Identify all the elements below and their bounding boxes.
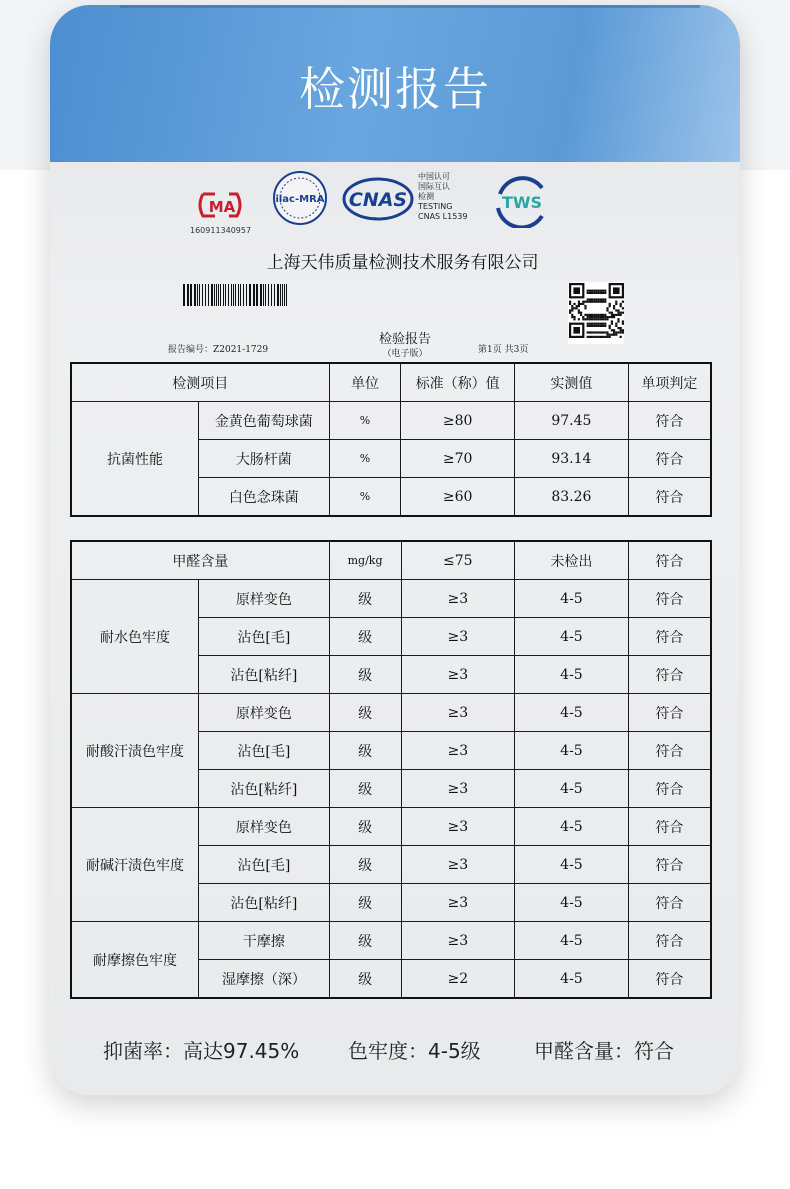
standard-cell: ≥80 xyxy=(401,402,515,440)
header-cell: 单位 xyxy=(329,363,401,402)
item-cell: 白色念珠菌 xyxy=(199,478,330,517)
item-cell: 金黄色葡萄球菌 xyxy=(199,402,330,440)
result-cell: 符合 xyxy=(628,732,711,770)
standard-cell: ≥70 xyxy=(401,440,515,478)
result-cell: 符合 xyxy=(628,580,711,618)
group-cell: 抗菌性能 xyxy=(71,402,199,517)
table-row xyxy=(71,922,711,960)
measured-cell: 4-5 xyxy=(515,618,629,656)
unit-cell: 级 xyxy=(329,770,401,808)
result-cell: 符合 xyxy=(628,770,711,808)
summary-antibacterial: 抑菌率：高达97.45% xyxy=(103,1039,300,1063)
result-cell: 符合 xyxy=(628,846,711,884)
standard-cell: ≥3 xyxy=(401,846,515,884)
item-cell: 原样变色 xyxy=(199,694,330,732)
unit-cell: 级 xyxy=(329,884,401,922)
result-cell: 符合 xyxy=(628,541,711,580)
item-cell: 沾色[毛] xyxy=(199,846,330,884)
unit-cell: % xyxy=(329,440,401,478)
measured-cell: 4-5 xyxy=(515,656,629,694)
result-cell: 符合 xyxy=(628,478,711,517)
item-cell: 沾色[毛] xyxy=(199,618,330,656)
result-cell: 符合 xyxy=(628,694,711,732)
result-cell: 符合 xyxy=(628,402,711,440)
table-row xyxy=(71,694,711,732)
measured-cell: 4-5 xyxy=(515,580,629,618)
unit-cell: 级 xyxy=(329,922,401,960)
header-cell: 实测值 xyxy=(515,363,629,402)
unit-cell: 级 xyxy=(329,846,401,884)
header-shine xyxy=(120,5,700,8)
standard-cell: ≥3 xyxy=(401,656,515,694)
cnas-logo-text: CNAS xyxy=(348,189,408,211)
result-cell: 符合 xyxy=(628,656,711,694)
unit-cell: 级 xyxy=(329,694,401,732)
group-cell: 耐摩擦色牢度 xyxy=(71,922,199,999)
standard-cell: ≥3 xyxy=(401,922,515,960)
unit-cell: 级 xyxy=(329,732,401,770)
item-cell: 沾色[粘纤] xyxy=(199,770,330,808)
measured-cell: 4-5 xyxy=(515,770,629,808)
result-cell: 符合 xyxy=(628,884,711,922)
item-cell: 大肠杆菌 xyxy=(199,440,330,478)
fastness-table xyxy=(70,540,712,999)
standard-cell: ≥3 xyxy=(401,884,515,922)
unit-cell: % xyxy=(329,402,401,440)
measured-cell: 97.45 xyxy=(515,402,629,440)
report-paper xyxy=(50,162,740,1095)
cnas-caption-line: 中国认可 xyxy=(418,172,450,181)
standard-cell: ≥3 xyxy=(401,580,515,618)
measured-cell: 4-5 xyxy=(515,884,629,922)
item-cell: 原样变色 xyxy=(199,808,330,846)
measured-cell: 4-5 xyxy=(515,960,629,999)
cma-logo-text: MA xyxy=(208,198,236,216)
header-cell: 标准（称）值 xyxy=(401,363,515,402)
measured-cell: 4-5 xyxy=(515,694,629,732)
standard-cell: ≥60 xyxy=(401,478,515,517)
company-name: 上海天伟质量检测技术服务有限公司 xyxy=(266,253,539,273)
standard-cell: ≥3 xyxy=(401,732,515,770)
cnas-caption-line: CNAS L1539 xyxy=(418,212,468,221)
standard-cell: ≥3 xyxy=(401,618,515,656)
header-cell: 检测项目 xyxy=(71,363,329,402)
card-header xyxy=(50,5,740,162)
item-cell: 湿摩擦（深） xyxy=(199,960,330,999)
unit-cell: 级 xyxy=(329,580,401,618)
item-cell: 沾色[毛] xyxy=(199,732,330,770)
cnas-caption-line: TESTING xyxy=(418,202,453,211)
group-cell: 耐碱汗渍色牢度 xyxy=(71,808,199,922)
result-cell: 符合 xyxy=(628,440,711,478)
measured-cell: 93.14 xyxy=(515,440,629,478)
item-cell: 甲醛含量 xyxy=(71,541,329,580)
measured-cell: 4-5 xyxy=(515,846,629,884)
page-title: 检测报告 xyxy=(299,62,491,116)
measured-cell: 4-5 xyxy=(515,808,629,846)
cnas-logo-icon xyxy=(342,176,414,222)
result-cell: 符合 xyxy=(628,808,711,846)
item-cell: 原样变色 xyxy=(199,580,330,618)
standard-cell: ≤75 xyxy=(401,541,515,580)
standard-cell: ≥3 xyxy=(401,808,515,846)
qr-code-icon xyxy=(568,282,624,344)
cnas-caption-line: 检测 xyxy=(418,192,434,201)
unit-cell: % xyxy=(329,478,401,517)
result-cell: 符合 xyxy=(628,960,711,999)
ilac-mra-logo-icon xyxy=(272,170,328,226)
summary-colorfastness: 色牢度：4-5级 xyxy=(348,1039,481,1063)
unit-cell: mg/kg xyxy=(329,541,401,580)
unit-cell: 级 xyxy=(329,808,401,846)
report-title: 检验报告 xyxy=(378,332,431,347)
ilac-logo-text: ilac-MRA xyxy=(275,194,325,205)
table-row xyxy=(71,402,711,440)
report-subtitle: （电子版） xyxy=(382,349,428,359)
barcode-icon xyxy=(183,284,290,306)
measured-cell: 4-5 xyxy=(515,732,629,770)
table-row xyxy=(71,580,711,618)
item-cell: 沾色[粘纤] xyxy=(199,884,330,922)
item-cell: 干摩擦 xyxy=(199,922,330,960)
antibacterial-table xyxy=(70,362,712,517)
table-row xyxy=(71,541,711,580)
cnas-caption xyxy=(418,172,467,222)
tws-logo-text: TWS xyxy=(501,193,543,212)
tws-logo-icon xyxy=(490,176,552,228)
cma-logo-icon xyxy=(195,190,245,220)
group-cell: 耐水色牢度 xyxy=(71,580,199,694)
unit-cell: 级 xyxy=(329,618,401,656)
standard-cell: ≥2 xyxy=(401,960,515,999)
cnas-caption-line: 国际互认 xyxy=(418,182,450,191)
result-cell: 符合 xyxy=(628,922,711,960)
measured-cell: 未检出 xyxy=(515,541,629,580)
group-cell: 耐酸汗渍色牢度 xyxy=(71,694,199,808)
table-header-row xyxy=(71,363,711,402)
cma-number: 160911340957 xyxy=(190,226,252,235)
unit-cell: 级 xyxy=(329,656,401,694)
measured-cell: 83.26 xyxy=(515,478,629,517)
report-card xyxy=(50,5,740,1095)
measured-cell: 4-5 xyxy=(515,922,629,960)
report-number: 报告编号：Z2021-1729 xyxy=(168,345,269,355)
table-row xyxy=(71,808,711,846)
result-cell: 符合 xyxy=(628,618,711,656)
standard-cell: ≥3 xyxy=(401,694,515,732)
standard-cell: ≥3 xyxy=(401,770,515,808)
unit-cell: 级 xyxy=(329,960,401,999)
page-info: 第1页 共3页 xyxy=(478,345,529,355)
header-cell: 单项判定 xyxy=(628,363,711,402)
item-cell: 沾色[粘纤] xyxy=(199,656,330,694)
summary-formaldehyde: 甲醛含量：符合 xyxy=(534,1039,674,1063)
